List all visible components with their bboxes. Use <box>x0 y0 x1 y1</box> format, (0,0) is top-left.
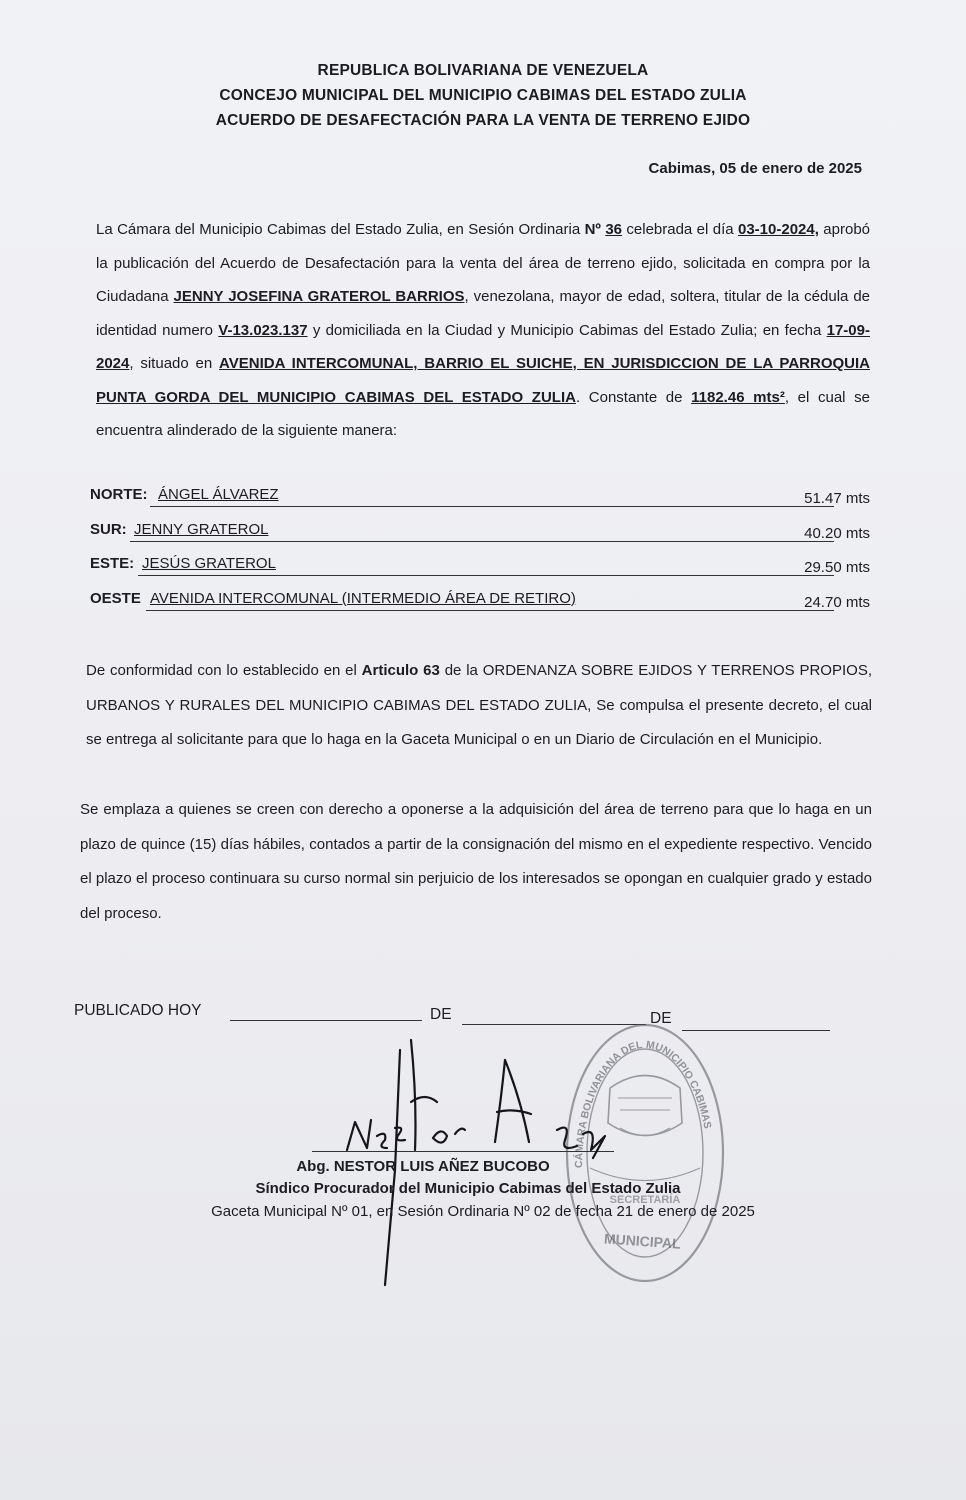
boundary-label: ESTE: <box>90 555 135 572</box>
p1-text-1: La Cámara del Municipio Cabimas del Estado Zulia, en Sesión Ordinaria <box>96 221 585 238</box>
boundary-name: JESÚS GRATEROL <box>142 555 276 572</box>
boundary-name: AVENIDA INTERCOMUNAL (INTERMEDIO ÁREA DE RETIRO) <box>150 589 576 607</box>
paragraph-1 <box>96 213 870 448</box>
document-date: Cabimas, 05 de enero de 2025 <box>648 160 862 177</box>
session-number: 36 <box>605 221 622 238</box>
boundary-name: ÁNGEL ÁLVAREZ <box>158 486 279 503</box>
seal-bottom-text: MUNICIPAL <box>603 1230 682 1252</box>
p1-text-5: y domiciliada en la Ciudad y Municipio Cabimas del Estado Zulia; en fecha <box>307 321 827 339</box>
id-number: V-13.023.137 <box>218 321 308 339</box>
header-line-3: ACUERDO DE DESAFECTACIÓN PARA LA VENTA DE TERRENO EJIDO <box>215 112 751 129</box>
applicant-name: JENNY JOSEFINA GRATEROL BARRIOS <box>173 288 465 305</box>
p2-text-1: De conformidad con lo establecido en el <box>86 662 362 679</box>
signer-title: Síndico Procurador del Municipio Cabimas del Estado Zulia <box>255 1180 681 1197</box>
boundary-value: 40.20 mts <box>804 524 870 542</box>
p1-text-3: aprobó la publicación del Acuerdo de Desafectación para la venta del área de terreno ejido, solicitada en compra por la Ciudadana <box>96 221 871 305</box>
boundary-name: JENNY GRATEROL <box>134 520 269 538</box>
p1-text-6: , situado en <box>129 355 220 372</box>
p1-text-4: , venezolana, mayor de edad, soltera, titular de la cédula de identidad numero <box>96 288 871 339</box>
header-line-2: CONCEJO MUNICIPAL DEL MUNICIPIO CABIMAS DEL ESTADO ZULIA <box>219 87 747 104</box>
boundary-row-west <box>90 588 870 623</box>
header-line-1: REPUBLICA BOLIVARIANA DE VENEZUELA <box>317 62 649 79</box>
boundary-value: 29.50 mts <box>804 559 870 576</box>
location: AVENIDA INTERCOMUNAL, BARRIO EL SUICHE, EN JURISDICCION DE LA PARROQUIA PUNTA GORDA DEL MUNICIPIO CABIMAS DEL ESTADO ZULIA <box>96 355 870 406</box>
boundary-row-north <box>90 484 870 519</box>
signer-name: Abg. NESTOR LUIS AÑEZ BUCOBO <box>296 1158 550 1175</box>
de-label-1: DE <box>430 1006 452 1023</box>
boundary-line <box>130 541 834 542</box>
seal-arc-text: CÁMARA BOLIVARIANA DEL MUNICIPIO CABIMAS <box>572 1038 714 1169</box>
boundary-line <box>146 610 834 611</box>
published-label: PUBLICADO HOY <box>74 1002 202 1019</box>
p1-text-2: celebrada el día <box>622 221 738 238</box>
paragraph-3: Se emplaza a quienes se creen con derecho a oponerse a la adquisición del área de terreno para que lo haga en un plazo de quince (15) días hábiles, contados a partir de la consignación del mismo en el expediente respectivo. Vencido el plazo el proceso continuara su curso normal sin perjuicio de los interesados se opongan en cualquier grado y estado del proceso. <box>80 801 872 922</box>
session-number-label: Nº <box>584 221 606 238</box>
blank-day <box>230 1020 422 1021</box>
document-header <box>0 58 966 133</box>
boundary-line <box>138 575 834 576</box>
p1-text-7: . Constante de <box>575 388 692 406</box>
de-label-2: DE <box>650 1010 672 1027</box>
session-date: 03-10-2024, <box>738 221 819 238</box>
boundary-row-south <box>90 519 870 554</box>
boundaries-list <box>90 484 870 622</box>
boundary-label: OESTE <box>90 589 141 607</box>
area: 1182.46 mts² <box>691 388 785 406</box>
p1-text-8: , el cual se encuentra alinderado de la siguiente manera: <box>96 388 870 439</box>
request-date: 17-09-2024 <box>96 321 870 372</box>
boundary-value: 51.47 mts <box>804 490 870 507</box>
boundary-label: SUR: <box>90 520 127 538</box>
boundary-line <box>150 506 834 507</box>
gazette-reference: Gaceta Municipal Nº 01, en Sesión Ordinaria Nº 02 de fecha 21 de enero de 2025 <box>211 1203 755 1220</box>
boundary-value: 24.70 mts <box>804 593 870 611</box>
article-reference: Articulo 63 <box>361 662 440 679</box>
p2-text-2: de la ORDENANZA SOBRE EJIDOS Y TERRENOS PROPIOS, URBANOS Y RURALES DEL MUNICIPIO CABIMAS DEL ESTADO ZULIA, Se compulsa el presente decreto, el cual se entrega al solicitante para que lo haga en la Gaceta Municipal o en un Diario de Circulación en el Municipio. <box>86 662 872 748</box>
seal-mid-text: SECRETARÍA <box>609 1194 681 1206</box>
boundary-label: NORTE: <box>90 486 148 503</box>
paragraph-2 <box>86 654 872 758</box>
boundary-row-east <box>90 553 870 588</box>
